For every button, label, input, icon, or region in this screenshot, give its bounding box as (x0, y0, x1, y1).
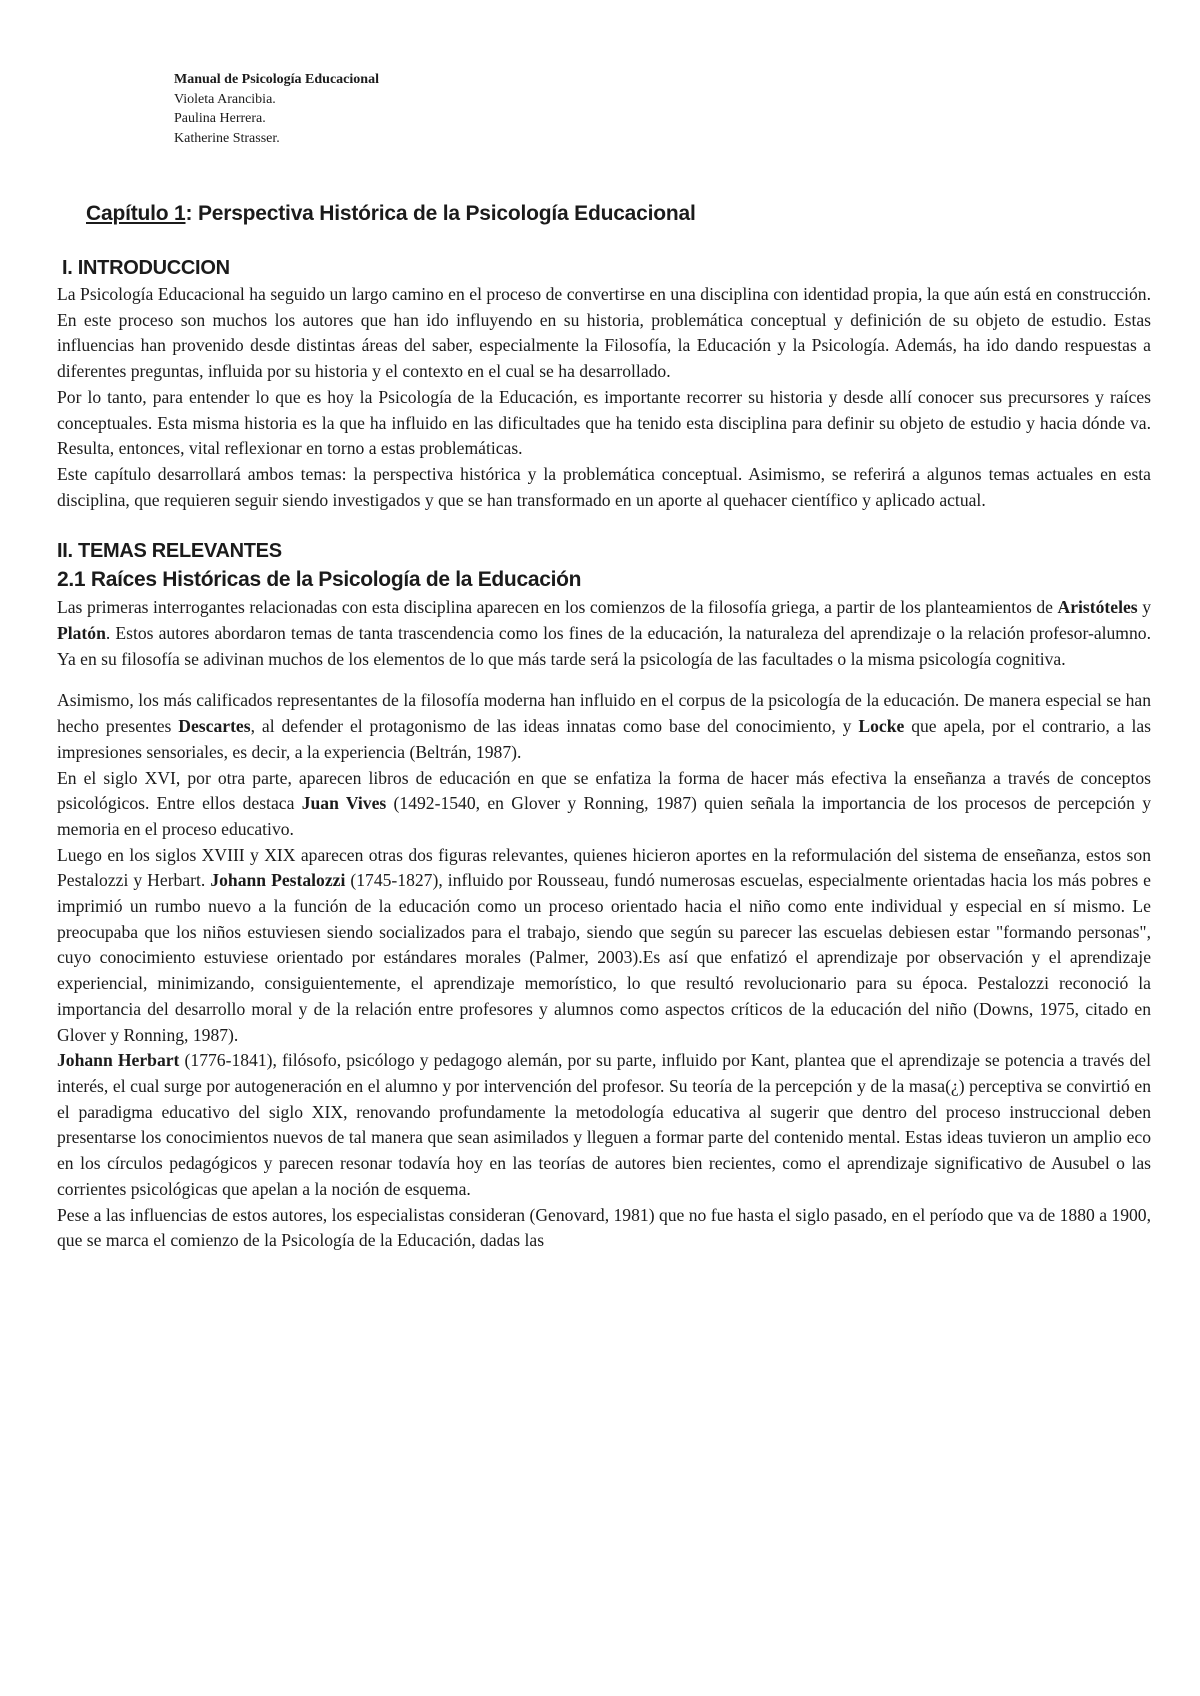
paragraph-text: Asimismo, los más calificados representantes de la filosofía moderna han influido en el corpus de la psicología de la educación. De manera especial se han hecho presentes (57, 690, 1151, 737)
author-name: Violeta Arancibia. (174, 91, 276, 107)
paragraph (57, 766, 1151, 843)
author-name: Paulina Herrera. (174, 111, 266, 126)
paragraph-text: Las primeras interrogantes relacionadas con esta disciplina aparecen en los comienzos de la filosofía griega, a partir de los planteamientos de (57, 597, 1058, 618)
paragraph-text: Luego en los siglos XVIII y XIX aparecen otras dos figuras relevantes, quienes hicieron aportes en la reformulación del sistema de enseñanza, estos son Pestalozzi y Herbart. (57, 844, 1151, 891)
author-name-bold: Johann Pestalozzi (210, 870, 346, 891)
paragraph-text: que apela, por el contrario, a las impresiones sensoriales, es decir, a la experiencia (Beltrán, 1987). (57, 716, 1151, 762)
section-heading-introduccion: I. INTRODUCCION (62, 257, 230, 279)
paragraph: Por lo tanto, para entender lo que es hoy la Psicología de la Educación, es importante recorrer su historia y desde allí conocer sus precursores y raíces conceptuales. Esta misma historia es la que ha influido en las dificultades que ha tenido esta disciplina para definir su objeto de estudio y hacia dónde va. Resulta, entonces, vital reflexionar en torno a estas problemáticas. (57, 386, 1151, 459)
section-heading-temas-relevantes: II. TEMAS RELEVANTES (57, 540, 282, 563)
paragraph-text: (1745-1827), influido por Rousseau, fundó numerosas escuelas, especialmente orientadas hacia los más pobres e imprimió un rumbo nuevo a la función de la educación como un proceso orientado hacia el niño como ente individual y especial en sí mismo. Le preocupaba que los niños estuviesen siendo socializados para el trabajo, siendo que según su parecer las escuelas debiesen estar "formando personas", cuyo conocimiento estuviese orientado por estándares morales (Palmer, 2003).Es así que enfatizó el aprendizaje por observación y el aprendizaje experiencial, minimizando, consiguientemente, el aprendizaje memorístico, lo que resultó revolucionario para su época. Pestalozzi reconoció la importancia del desarrollo moral y de la relación entre profesores y alumnos como aspectos críticos de la educación del niño (Downs, 1975, citado en Glover y Ronning, 1987). (57, 870, 1151, 1045)
author-name-bold: Juan Vives (301, 793, 387, 814)
subsection-heading: 2.1 Raíces Históricas de la Psicología de la Educación (57, 568, 582, 592)
chapter-title (86, 200, 1151, 228)
paragraph (57, 1048, 1151, 1202)
paragraph-text: . Estos autores abordaron temas de tanta trascendencia como los fines de la educación, la naturaleza del aprendizaje o la relación profesor-alumno. Ya en su filosofía se adivinan muchos de los elementos de lo que más tarde será la psicología de las facultades o la misma psicología cognitiva. (57, 623, 1151, 669)
author-name-bold: Descartes (178, 716, 251, 737)
section-body-introduccion (57, 282, 1151, 513)
paragraph (57, 843, 1151, 1049)
paragraph-text: y (1137, 597, 1151, 618)
document-page (57, 70, 1151, 1254)
paragraph (57, 688, 1151, 765)
author-name-bold: Locke (858, 716, 905, 737)
chapter-label: Capítulo 1 (86, 202, 186, 225)
paragraph: La Psicología Educacional ha seguido un largo camino en el proceso de convertirse en una disciplina con identidad propia, la que aún está en construcción. En este proceso son muchos los autores que han ido influyendo en su historia, problemática conceptual y definición de su objeto de estudio. Estas influencias han provenido desde distintas áreas del saber, especialmente la Filosofía, la Educación y la Psicología. Además, ha ido dando respuestas a diferentes preguntas, influida por su historia y el contexto en el cual se ha desarrollado. (57, 284, 1151, 382)
author-name: Katherine Strasser. (174, 130, 280, 146)
paragraph-text: (1776-1841), filósofo, psicólogo y pedagogo alemán, por su parte, influido por Kant, plantea que el aprendizaje se potencia a través del interés, el cual surge por autogeneración en el alumno y por intervención del profesor. Su teoría de la percepción y de la masa(¿) perceptiva se convirtió en el paradigma educativo del siglo XIX, renovando profundamente la metodología educativa al sugerir que dentro del proceso instruccional deben presentarse los conocimientos nuevos de tal manera que sean asimilados y lleguen a formar parte del contenido mental. Estas ideas tuvieron un amplio eco en los círculos pedagógicos y parecen resonar todavía hoy en las teorías de autores bien recientes, como el aprendizaje significativo de Ausubel o las corrientes psicológicas que apelan a la noción de esquema. (57, 1050, 1151, 1199)
paragraph-text: En el siglo XVI, por otra parte, aparecen libros de educación en que se enfatiza la forma de hacer más efectiva la enseñanza a través de conceptos psicológicos. Entre ellos destaca (57, 767, 1151, 814)
author-name-bold: Platón (57, 623, 106, 644)
paragraph-text: , al defender el protagonismo de las ideas innatas como base del conocimiento, y (250, 716, 859, 737)
section-body-temas-relevantes (57, 595, 1151, 1254)
paragraph: Este capítulo desarrollará ambos temas: la perspectiva histórica y la problemática conceptual. Asimismo, se referirá a algunos temas actuales en esta disciplina, que requieren seguir siendo investigados y que se han transformado en un aporte al quehacer científico y aplicado actual. (57, 463, 1151, 510)
book-title: Manual de Psicología Educacional (174, 72, 379, 87)
chapter-title-text: : Perspectiva Histórica de la Psicología Educacional (185, 202, 696, 225)
paragraph: Pese a las influencias de estos autores, los especialistas consideran (Genovard, 1981) que no fue hasta el siglo pasado, en el período que va de 1880 a 1900, que se marca el comienzo de la Psicología de la Educación, dadas las (57, 1204, 1151, 1251)
author-name-bold: Johann Herbart (57, 1050, 180, 1071)
paragraph (57, 595, 1151, 672)
paragraph-text: (1492-1540, en Glover y Ronning, 1987) quien señala la importancia de los procesos de percepción y memoria en el proceso educativo. (57, 793, 1151, 839)
document-header (174, 70, 1151, 148)
author-name-bold: Aristóteles (1057, 597, 1138, 618)
